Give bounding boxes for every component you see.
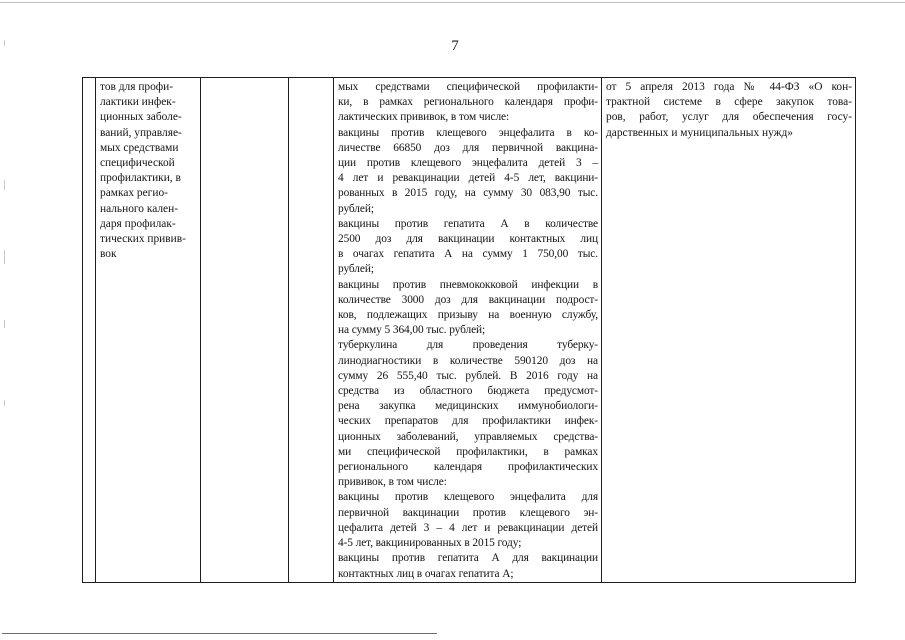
text-line: мых средствами [100, 141, 179, 154]
text-line: 4 лет и ревакцинации детей 4-5 лет, вакцини- [338, 172, 598, 185]
table-cell-measure-name [96, 78, 201, 583]
page-number: 7 [451, 38, 459, 54]
text-line: ции против клещевого энцефалита детей 3 – [338, 157, 598, 170]
text-line: от 5 апреля 2013 года № 44-ФЗ «О кон- [606, 81, 852, 93]
text-line: ционных заболе- [100, 111, 182, 124]
text-line: регионального календаря профилактических [338, 461, 598, 474]
text-line: ваний, управляе- [100, 126, 182, 139]
text-line: 4-5 лет, вакцинированных в 2015 году; [338, 537, 522, 550]
text-line: даря профилак- [100, 217, 176, 230]
text-line: мых средствами специфической профилакти- [338, 81, 598, 93]
text-line: специфической [100, 157, 175, 170]
text-line: ров, работ, услуг для обеспечения госу- [606, 111, 852, 124]
table-cell-index [83, 78, 96, 583]
text-line: трактной системе в сфере закупок това- [606, 96, 852, 109]
text-line: 2500 доз для вакцинации контактных лиц [338, 233, 598, 246]
text-line: рена закупка медицинских иммунобиологи- [338, 400, 598, 413]
text-line: туберкулина для проведения туберку- [338, 339, 598, 352]
text-line: в очагах гепатита А на сумму 1 750,00 тыс. [338, 248, 598, 261]
text-line: лактики инфек- [100, 96, 176, 109]
text-line: тических привив- [100, 233, 186, 246]
scan-margin-speck [4, 40, 5, 46]
document-table [82, 77, 856, 583]
text-line: рамках регио- [100, 187, 168, 200]
scan-top-edge-line [0, 2, 905, 3]
scan-margin-speck [4, 400, 5, 406]
text-line: количестве 3000 доз для вакцинации подрост- [338, 293, 598, 306]
text-line: профилактики, в [100, 172, 181, 185]
text-line: ки, в рамках регионального календаря профи- [338, 96, 598, 109]
text-line: сумму 26 555,40 тыс. рублей. В 2016 году на [338, 369, 598, 382]
text-line: нального кален- [100, 202, 178, 215]
text-line: вок [100, 248, 117, 261]
scan-margin-speck [4, 250, 5, 264]
text-line: ческих препаратов для профилактики инфек- [338, 415, 598, 428]
scan-margin-speck [4, 320, 5, 328]
table-row [83, 78, 856, 583]
text-line: рублей; [338, 263, 374, 276]
text-line: рублей; [338, 202, 374, 215]
text-line: цефалита детей 3 – 4 лет и ревакцинации детей [338, 521, 598, 534]
scan-margin-speck [4, 180, 5, 190]
text-line: средства из областного бюджета предусмот- [338, 385, 598, 398]
text-line: личестве 66850 доз для первичной вакцина- [338, 141, 598, 154]
text-line: вакцины против клещевого энцефалита для [338, 491, 598, 504]
table-cell-legal-basis [602, 78, 856, 583]
text-line: ков, подлежащих призыву на военную службу, [338, 309, 598, 322]
text-line: линодиагностики в количестве 590120 доз на [338, 354, 598, 367]
scan-bottom-edge-line [2, 633, 437, 634]
text-line: ционных заболеваний, управляемых средства- [338, 430, 598, 443]
text-line: дарственных и муниципальных нужд» [606, 126, 793, 139]
text-line: прививок, в том числе: [338, 476, 447, 489]
text-line: вакцины против гепатита А для вакцинации [338, 552, 598, 565]
text-line: лактических прививок, в том числе: [338, 111, 510, 124]
text-line: вакцины против гепатита А в количестве [338, 217, 598, 230]
text-line: рованных в 2015 году, на сумму 30 083,90 тыс. [338, 187, 598, 200]
text-line: тов для профи- [100, 81, 174, 93]
text-line: контактных лиц в очагах гепатита А; [338, 567, 514, 580]
table-cell-description [334, 78, 602, 583]
text-line: ми специфической профилактики, в рамках [338, 445, 598, 458]
text-line: вакцины против клещевого энцефалита в ко- [338, 126, 598, 139]
text-line: первичной вакцинации против клещевого эн- [338, 506, 598, 519]
table-cell-empty [289, 78, 334, 583]
table-cell-empty [201, 78, 289, 583]
text-line: вакцины против пневмококковой инфекции в [338, 278, 598, 291]
text-line: на сумму 5 364,00 тыс. рублей; [338, 324, 486, 337]
